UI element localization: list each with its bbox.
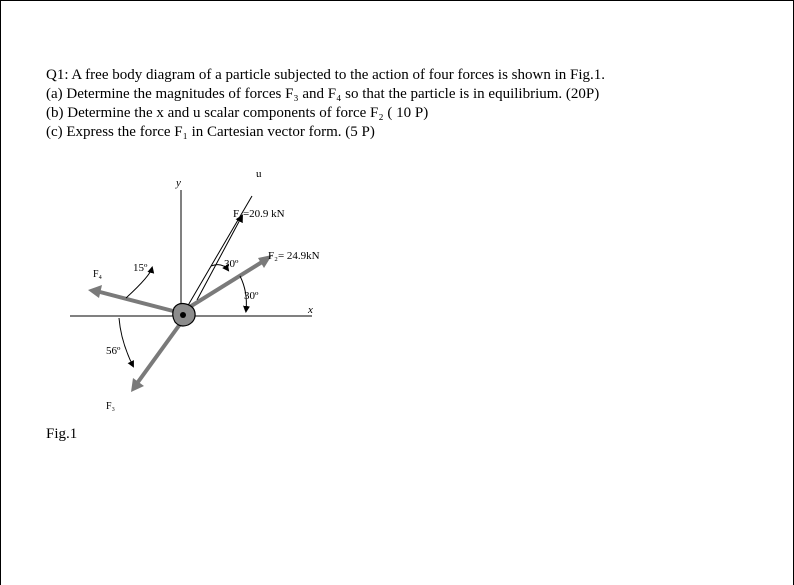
label-f4: F₄ — [93, 269, 103, 280]
label-angle-f4: 15º — [133, 262, 148, 274]
label-angle-f2-x: 30º — [244, 290, 259, 302]
label-f2: F₂= 24.9kN — [268, 250, 320, 262]
label-angle-f3: 56º — [106, 345, 121, 357]
label-f1: F₁=20.9 kN — [233, 208, 285, 220]
question-part-c: (c) Express the force F₁ in Cartesian vector form. (5 P) — [46, 124, 375, 140]
force-f3-arrow — [138, 320, 183, 382]
force-f4-arrowhead — [88, 285, 102, 298]
particle-center — [180, 312, 186, 318]
label-angle-f1-f2: 30º — [224, 258, 239, 270]
question-part-b: (b) Determine the x and u scalar components of force F₂ ( 10 P) — [46, 105, 429, 121]
angle-arc-f3 — [119, 318, 133, 366]
label-y-axis: y — [176, 177, 181, 189]
question-title: Q1: A free body diagram of a particle subjected to the action of four forces is shown in Fig.1. — [46, 67, 606, 83]
force-f4-arrow — [100, 292, 177, 312]
question-part-a: (a) Determine the magnitudes of forces F₃ and F₄ so that the particle is in equilibrium. (20P) — [46, 86, 600, 102]
label-f3: F₃ — [106, 401, 116, 412]
label-u-axis: u — [256, 168, 262, 180]
figure-caption: Fig.1 — [46, 426, 78, 442]
label-x-axis: x — [308, 304, 313, 316]
